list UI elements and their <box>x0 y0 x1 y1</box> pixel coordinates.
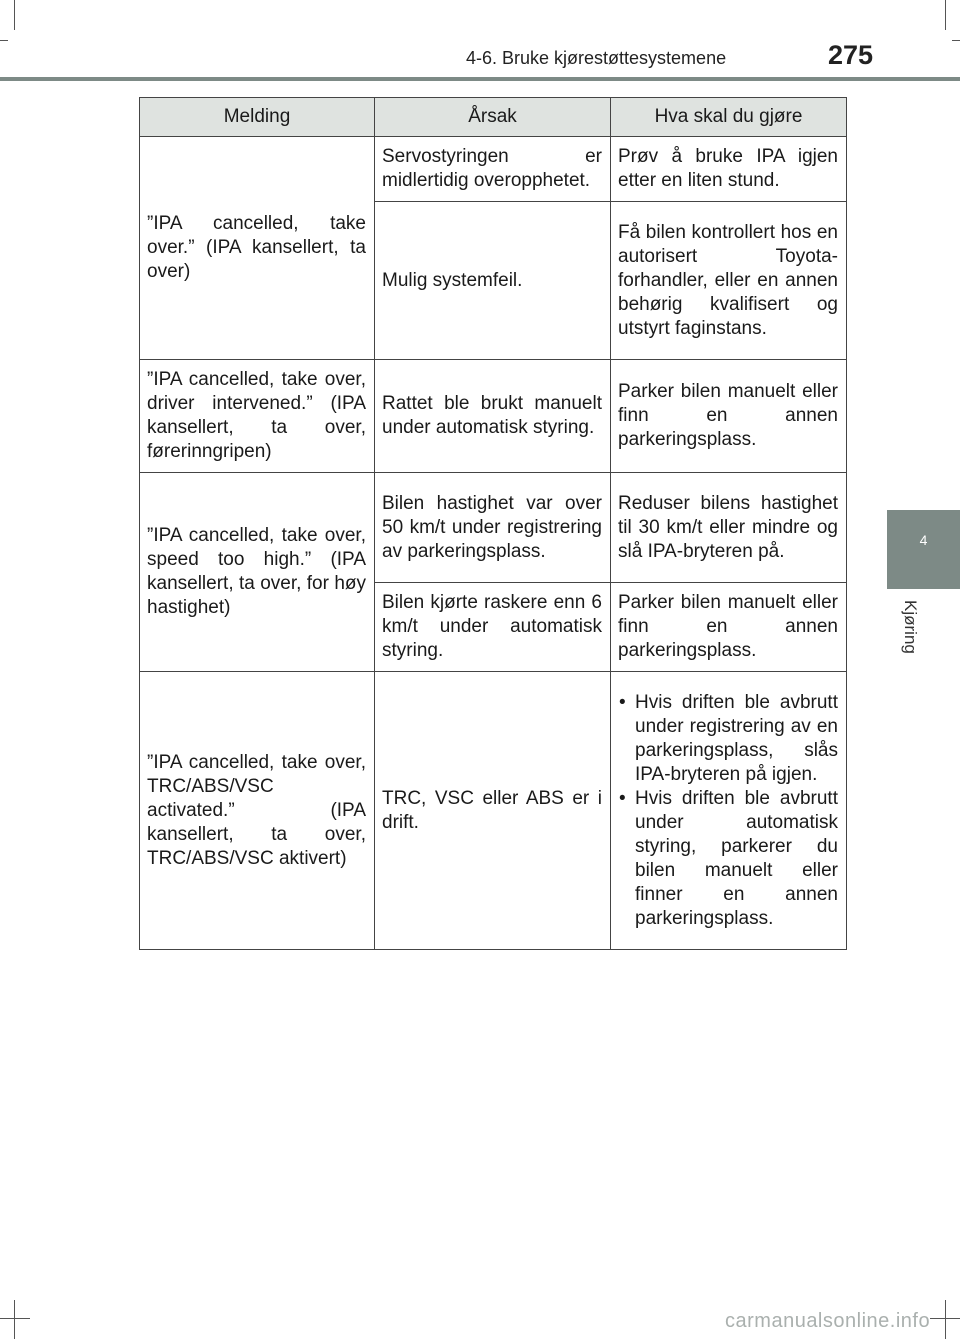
crop-mark <box>930 1318 960 1319</box>
chapter-number: 4 <box>919 532 928 548</box>
action-cell: Parker bilen manuelt eller finn en annen parkeringsplass. <box>611 583 847 672</box>
cause-cell: Servostyringen er midlertidig overopphetet. <box>375 137 611 202</box>
crop-mark <box>0 40 8 41</box>
column-header: Melding <box>140 98 375 137</box>
cause-cell: TRC, VSC eller ABS er i drift. <box>375 672 611 950</box>
chapter-label: Kjøring <box>901 600 920 654</box>
table-row <box>140 137 847 202</box>
table-row <box>140 360 847 473</box>
table-row <box>140 473 847 583</box>
action-cell: Få bilen kontrollert hos en autorisert Toyota-forhandler, eller en annen behørig kvalifisert og utstyrt faginstans. <box>611 202 847 360</box>
action-cell: Parker bilen manuelt eller finn en annen parkeringsplass. <box>611 360 847 473</box>
action-cell: Prøv å bruke IPA igjen etter en liten stund. <box>611 137 847 202</box>
crop-mark <box>945 0 946 30</box>
crop-mark <box>14 1300 15 1339</box>
table-row <box>140 672 847 950</box>
action-cell: Reduser bilens hastighet til 30 km/t eller mindre og slå IPA-bryteren på. <box>611 473 847 583</box>
watermark: carmanualsonline.info <box>725 1310 931 1332</box>
header-rule <box>0 77 960 81</box>
list-item: • Hvis driften ble avbrutt under registrering av en parkeringsplass, slås IPA-bryteren på igjen. <box>618 691 838 787</box>
crop-mark <box>945 1300 946 1339</box>
column-header: Hva skal du gjøre <box>611 98 847 137</box>
list-item: • Hvis driften ble avbrutt under automatisk styring, parkerer du bilen manuelt eller finner en annen parkeringsplass. <box>618 787 838 931</box>
action-cell <box>611 672 847 950</box>
message-cell: ”IPA cancelled, take over, speed too high.” (IPA kansellert, ta over, for høy hastighet) <box>140 473 375 672</box>
message-cell: ”IPA cancelled, take over, driver intervened.” (IPA kansellert, ta over, førerinngripen) <box>140 360 375 473</box>
crop-mark <box>952 40 960 41</box>
chapter-tab <box>887 510 960 589</box>
table-header-row <box>140 98 847 137</box>
cause-cell: Bilen kjørte raskere enn 6 km/t under automatisk styring. <box>375 583 611 672</box>
cause-cell: Bilen hastighet var over 50 km/t under registrering av parkeringsplass. <box>375 473 611 583</box>
column-header: Årsak <box>375 98 611 137</box>
section-title: 4-6. Bruke kjørestøttesystemene <box>466 48 727 68</box>
action-bullet-list <box>618 691 838 931</box>
message-cell: ”IPA cancelled, take over.” (IPA kansellert, ta over) <box>140 137 375 360</box>
cause-cell: Mulig systemfeil. <box>375 202 611 360</box>
crop-mark <box>0 1318 30 1319</box>
message-table <box>139 97 847 950</box>
page-number: 275 <box>828 40 874 70</box>
cause-cell: Rattet ble brukt manuelt under automatisk styring. <box>375 360 611 473</box>
message-cell: ”IPA cancelled, take over, TRC/ABS/VSC activated.” (IPA kansellert, ta over, TRC/ABS/VSC aktivert) <box>140 672 375 950</box>
crop-mark <box>14 0 15 30</box>
